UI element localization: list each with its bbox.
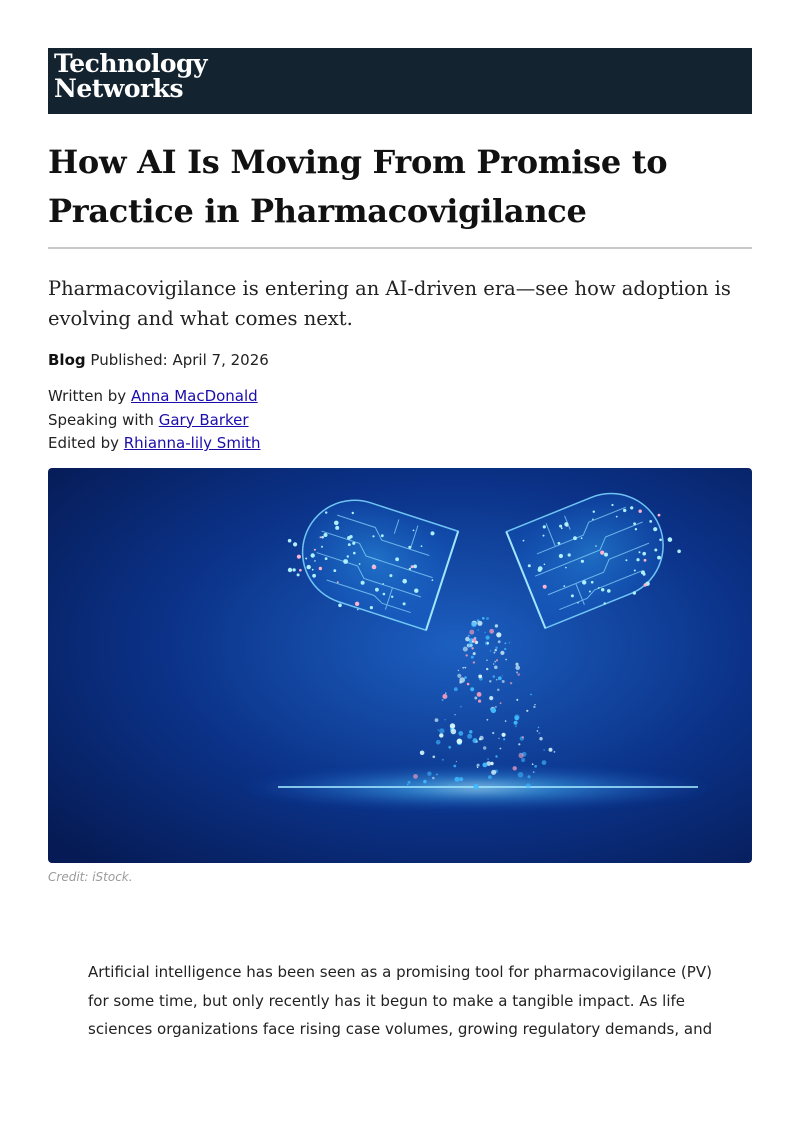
particle bbox=[563, 585, 565, 587]
particle bbox=[515, 663, 518, 666]
particle bbox=[593, 511, 595, 513]
article-body-paragraph: Artificial intelligence has been seen as a promising tool for pharmacovigilance (PV) for some time, but only recently has it begun to make a tangible impact. As life sciences organizations face rising case volumes, growing regulatory demands, and bbox=[88, 963, 713, 1038]
particle bbox=[423, 780, 426, 783]
particle bbox=[522, 736, 524, 738]
particle bbox=[659, 539, 662, 542]
particle bbox=[539, 737, 542, 740]
particle bbox=[571, 594, 574, 597]
particle bbox=[515, 725, 517, 727]
particle bbox=[644, 583, 647, 586]
particle bbox=[505, 642, 507, 644]
particle bbox=[320, 536, 322, 538]
particle bbox=[623, 509, 626, 512]
particle bbox=[503, 738, 505, 740]
particle bbox=[442, 759, 444, 761]
particle bbox=[456, 761, 457, 762]
particle bbox=[514, 721, 518, 725]
particle bbox=[373, 564, 375, 566]
particle bbox=[335, 526, 339, 530]
site-logo[interactable] bbox=[48, 48, 752, 114]
particle bbox=[600, 551, 604, 555]
particle bbox=[558, 542, 561, 545]
particle bbox=[391, 596, 393, 598]
particle bbox=[471, 647, 473, 649]
particle bbox=[486, 668, 488, 670]
particle bbox=[495, 649, 497, 651]
particle bbox=[288, 568, 292, 572]
particle bbox=[573, 536, 577, 540]
particle bbox=[639, 551, 641, 553]
particle bbox=[633, 522, 636, 525]
particle bbox=[500, 702, 502, 704]
particle bbox=[314, 560, 316, 562]
particle bbox=[523, 540, 525, 542]
title-divider bbox=[48, 247, 752, 249]
particle bbox=[479, 738, 481, 740]
particle bbox=[633, 591, 636, 594]
particle bbox=[465, 637, 470, 642]
particle bbox=[482, 617, 485, 620]
particle bbox=[463, 647, 468, 652]
particle bbox=[543, 535, 545, 537]
particle bbox=[607, 589, 611, 593]
particle bbox=[542, 760, 547, 765]
particle bbox=[510, 682, 512, 684]
particle bbox=[496, 632, 501, 637]
particle bbox=[516, 671, 518, 673]
particle bbox=[324, 533, 328, 537]
particle bbox=[464, 667, 466, 669]
particle bbox=[639, 510, 642, 513]
particle bbox=[482, 763, 487, 768]
particle bbox=[582, 580, 586, 584]
particle bbox=[533, 706, 535, 708]
published-label: Published: bbox=[90, 351, 168, 369]
particle bbox=[353, 552, 356, 555]
particle bbox=[450, 723, 455, 728]
particle bbox=[381, 534, 384, 537]
particle bbox=[518, 743, 520, 745]
particle bbox=[505, 659, 507, 661]
particle bbox=[549, 748, 553, 752]
article-title: How AI Is Moving From Promise to Practice in Pharmacovigilance bbox=[48, 143, 668, 230]
particle bbox=[409, 568, 411, 570]
particle bbox=[473, 661, 475, 663]
particle bbox=[564, 522, 568, 526]
particle bbox=[653, 527, 657, 531]
particle bbox=[432, 579, 434, 581]
particle bbox=[484, 632, 485, 633]
particle bbox=[478, 675, 482, 679]
particle bbox=[478, 700, 481, 703]
particle bbox=[565, 567, 567, 569]
article-subtitle: Pharmacovigilance is entering an AI-driven era—see how adoption is evolving and what comes next. bbox=[48, 277, 731, 330]
particle bbox=[458, 670, 459, 671]
particle bbox=[299, 569, 302, 572]
particle bbox=[642, 552, 646, 556]
particle bbox=[502, 680, 505, 683]
particle bbox=[292, 568, 295, 571]
particle bbox=[449, 785, 450, 786]
particle bbox=[488, 775, 492, 779]
image-credit: Credit: iStock. bbox=[48, 870, 133, 884]
particle bbox=[333, 569, 336, 572]
particle bbox=[491, 770, 496, 775]
particle bbox=[496, 679, 498, 681]
particle bbox=[467, 683, 470, 686]
particle bbox=[321, 546, 323, 548]
particle bbox=[455, 777, 460, 782]
published-date: April 7, 2026 bbox=[172, 351, 269, 369]
article-meta bbox=[48, 349, 269, 371]
particle bbox=[413, 565, 417, 569]
particle bbox=[413, 530, 415, 532]
particle bbox=[375, 588, 379, 592]
particle bbox=[634, 570, 636, 572]
particle bbox=[636, 558, 639, 561]
particle bbox=[468, 635, 470, 637]
particle bbox=[498, 640, 501, 643]
particle bbox=[518, 772, 524, 778]
particle bbox=[493, 675, 496, 678]
particle bbox=[297, 573, 300, 576]
particle bbox=[408, 781, 411, 784]
particle bbox=[500, 651, 504, 655]
particle bbox=[352, 542, 355, 545]
particle bbox=[616, 516, 618, 518]
particle bbox=[625, 559, 627, 561]
particle bbox=[413, 774, 418, 779]
particle bbox=[348, 543, 351, 546]
particle bbox=[474, 697, 477, 700]
particle bbox=[490, 762, 493, 765]
particle bbox=[658, 514, 661, 517]
particle bbox=[509, 642, 511, 644]
particle bbox=[357, 609, 359, 611]
particle bbox=[495, 755, 497, 757]
particle bbox=[598, 587, 600, 589]
particle bbox=[427, 772, 431, 776]
particle bbox=[372, 535, 374, 537]
particle bbox=[442, 694, 447, 699]
particle bbox=[495, 647, 498, 650]
particle bbox=[370, 606, 373, 609]
particle bbox=[534, 765, 537, 768]
speaking-with-label: Speaking with bbox=[48, 410, 154, 429]
particle bbox=[470, 644, 473, 647]
particle bbox=[476, 741, 478, 743]
particle bbox=[513, 766, 517, 770]
particle bbox=[483, 746, 486, 749]
particle bbox=[543, 749, 545, 751]
particle bbox=[494, 666, 498, 670]
particle bbox=[325, 557, 328, 560]
particle bbox=[581, 537, 583, 539]
particle bbox=[496, 659, 498, 661]
author-line bbox=[48, 385, 261, 409]
particle bbox=[657, 556, 661, 560]
particle bbox=[477, 764, 480, 767]
particle bbox=[347, 536, 351, 540]
particle bbox=[489, 629, 494, 634]
particle bbox=[460, 706, 462, 708]
particle bbox=[471, 656, 474, 659]
particle bbox=[459, 777, 463, 781]
particle bbox=[526, 710, 528, 712]
particle bbox=[486, 660, 487, 661]
particle bbox=[436, 774, 438, 776]
particle bbox=[472, 641, 474, 643]
particle bbox=[347, 555, 349, 557]
particle bbox=[458, 731, 463, 736]
particle bbox=[451, 729, 457, 735]
particle bbox=[454, 714, 455, 715]
particle bbox=[293, 542, 297, 546]
logo-wordmark bbox=[54, 51, 207, 101]
particle bbox=[491, 708, 496, 713]
particle bbox=[403, 602, 406, 605]
particle bbox=[453, 765, 456, 768]
particle bbox=[519, 753, 524, 758]
particle bbox=[592, 519, 594, 521]
particle bbox=[515, 716, 519, 720]
particle bbox=[395, 557, 399, 561]
particle bbox=[559, 525, 562, 528]
particle bbox=[297, 555, 301, 559]
particle bbox=[489, 680, 491, 682]
particle bbox=[504, 648, 506, 650]
particle bbox=[361, 581, 365, 585]
particle bbox=[462, 667, 464, 669]
written-by-label: Written by bbox=[48, 387, 127, 405]
particle bbox=[591, 581, 594, 584]
particle bbox=[359, 563, 361, 565]
particle bbox=[500, 748, 502, 750]
particle bbox=[543, 525, 546, 528]
particle bbox=[568, 553, 571, 556]
category-label: Blog bbox=[48, 351, 86, 369]
particle bbox=[288, 539, 292, 543]
particle bbox=[530, 694, 532, 696]
particle bbox=[383, 593, 386, 596]
particle bbox=[554, 751, 556, 753]
particle bbox=[389, 574, 392, 577]
particle bbox=[411, 565, 414, 568]
particle bbox=[543, 585, 547, 589]
particle bbox=[466, 654, 468, 656]
particle bbox=[561, 527, 563, 529]
particle bbox=[431, 531, 435, 535]
particle bbox=[604, 602, 606, 604]
particle bbox=[677, 550, 681, 554]
particle bbox=[601, 588, 604, 591]
particle bbox=[343, 559, 348, 564]
particle bbox=[533, 771, 535, 773]
particle bbox=[470, 687, 474, 691]
particle bbox=[473, 652, 476, 655]
particle bbox=[494, 661, 496, 663]
particle bbox=[414, 589, 418, 593]
particle bbox=[469, 630, 474, 635]
particle bbox=[538, 732, 540, 734]
article-credits bbox=[48, 385, 261, 456]
particle bbox=[432, 777, 435, 780]
hero-image bbox=[48, 468, 752, 863]
particle bbox=[577, 602, 579, 604]
author-link[interactable]: Anna MacDonald bbox=[130, 387, 258, 405]
particle bbox=[497, 689, 499, 691]
particle bbox=[321, 536, 324, 539]
particle bbox=[314, 549, 316, 551]
particle bbox=[516, 699, 518, 701]
logo-line-2: Networks bbox=[54, 74, 184, 103]
particle bbox=[307, 565, 311, 569]
particle bbox=[408, 546, 411, 549]
particle bbox=[355, 602, 359, 606]
particle bbox=[312, 569, 314, 571]
particle bbox=[436, 740, 441, 745]
particle bbox=[544, 564, 546, 566]
particle bbox=[534, 704, 535, 705]
particle bbox=[528, 775, 531, 778]
particle bbox=[473, 784, 478, 789]
editor-link[interactable]: Rhianna-lily Smith bbox=[123, 434, 261, 452]
particle bbox=[526, 783, 531, 788]
particle bbox=[486, 636, 490, 640]
particle bbox=[604, 553, 608, 557]
particle bbox=[487, 642, 489, 644]
particle bbox=[521, 758, 525, 762]
particle bbox=[581, 560, 584, 563]
particle bbox=[495, 624, 498, 627]
particle bbox=[337, 581, 339, 583]
particle bbox=[532, 763, 534, 765]
particle bbox=[498, 738, 499, 739]
particle bbox=[420, 751, 425, 756]
edited-by-label: Edited by bbox=[48, 434, 119, 452]
particle bbox=[493, 663, 494, 664]
particle bbox=[467, 734, 472, 739]
particle bbox=[338, 604, 342, 608]
particle bbox=[644, 559, 647, 562]
particle bbox=[489, 696, 493, 700]
particle bbox=[334, 521, 339, 526]
particle bbox=[477, 621, 482, 626]
particle bbox=[311, 553, 315, 557]
particle bbox=[457, 739, 463, 745]
particle bbox=[517, 673, 520, 676]
particle bbox=[421, 545, 423, 547]
particle bbox=[469, 730, 472, 733]
particle bbox=[438, 729, 439, 730]
particle bbox=[635, 528, 637, 530]
particle bbox=[515, 665, 520, 670]
particle bbox=[611, 504, 613, 506]
particle bbox=[312, 574, 316, 578]
particle bbox=[477, 692, 482, 697]
particle bbox=[538, 727, 540, 729]
particle bbox=[487, 719, 489, 721]
particle bbox=[477, 629, 479, 631]
particle bbox=[319, 567, 322, 570]
particle bbox=[444, 719, 445, 720]
particle bbox=[382, 583, 384, 585]
particle bbox=[459, 677, 465, 683]
particle bbox=[559, 554, 563, 558]
particle bbox=[630, 506, 633, 509]
particle bbox=[439, 728, 444, 733]
particle bbox=[502, 675, 503, 676]
particle bbox=[454, 687, 458, 691]
particle bbox=[492, 732, 494, 734]
particle bbox=[490, 650, 492, 652]
editor-line bbox=[48, 432, 261, 456]
particle bbox=[498, 676, 502, 680]
particle bbox=[595, 545, 597, 547]
particle bbox=[442, 699, 444, 701]
particle bbox=[402, 579, 407, 584]
particle bbox=[433, 756, 436, 759]
particle bbox=[537, 730, 539, 732]
particle bbox=[654, 549, 657, 552]
speaking-with-line bbox=[48, 409, 261, 433]
particle bbox=[668, 537, 673, 542]
logo-line-1: Technology bbox=[54, 49, 208, 78]
particle bbox=[435, 718, 439, 722]
particle bbox=[495, 706, 497, 708]
particle bbox=[505, 720, 507, 722]
particle bbox=[305, 558, 307, 560]
particle bbox=[439, 733, 443, 737]
particle bbox=[448, 746, 451, 749]
capsule-circuit-illustration bbox=[48, 468, 752, 863]
particle bbox=[649, 520, 652, 523]
particle bbox=[407, 784, 409, 786]
particle bbox=[352, 512, 354, 514]
particle bbox=[471, 622, 477, 628]
particle bbox=[445, 693, 446, 694]
particle bbox=[519, 753, 520, 754]
interviewee-link[interactable]: Gary Barker bbox=[158, 410, 249, 429]
particle bbox=[502, 733, 506, 737]
particle bbox=[464, 676, 467, 679]
particle bbox=[325, 511, 327, 513]
particle bbox=[589, 591, 591, 593]
particle bbox=[528, 564, 531, 567]
particle bbox=[457, 674, 461, 678]
particle bbox=[538, 568, 542, 572]
particle bbox=[494, 652, 496, 654]
particle bbox=[487, 758, 489, 760]
particle bbox=[486, 617, 489, 620]
particle bbox=[641, 570, 645, 574]
